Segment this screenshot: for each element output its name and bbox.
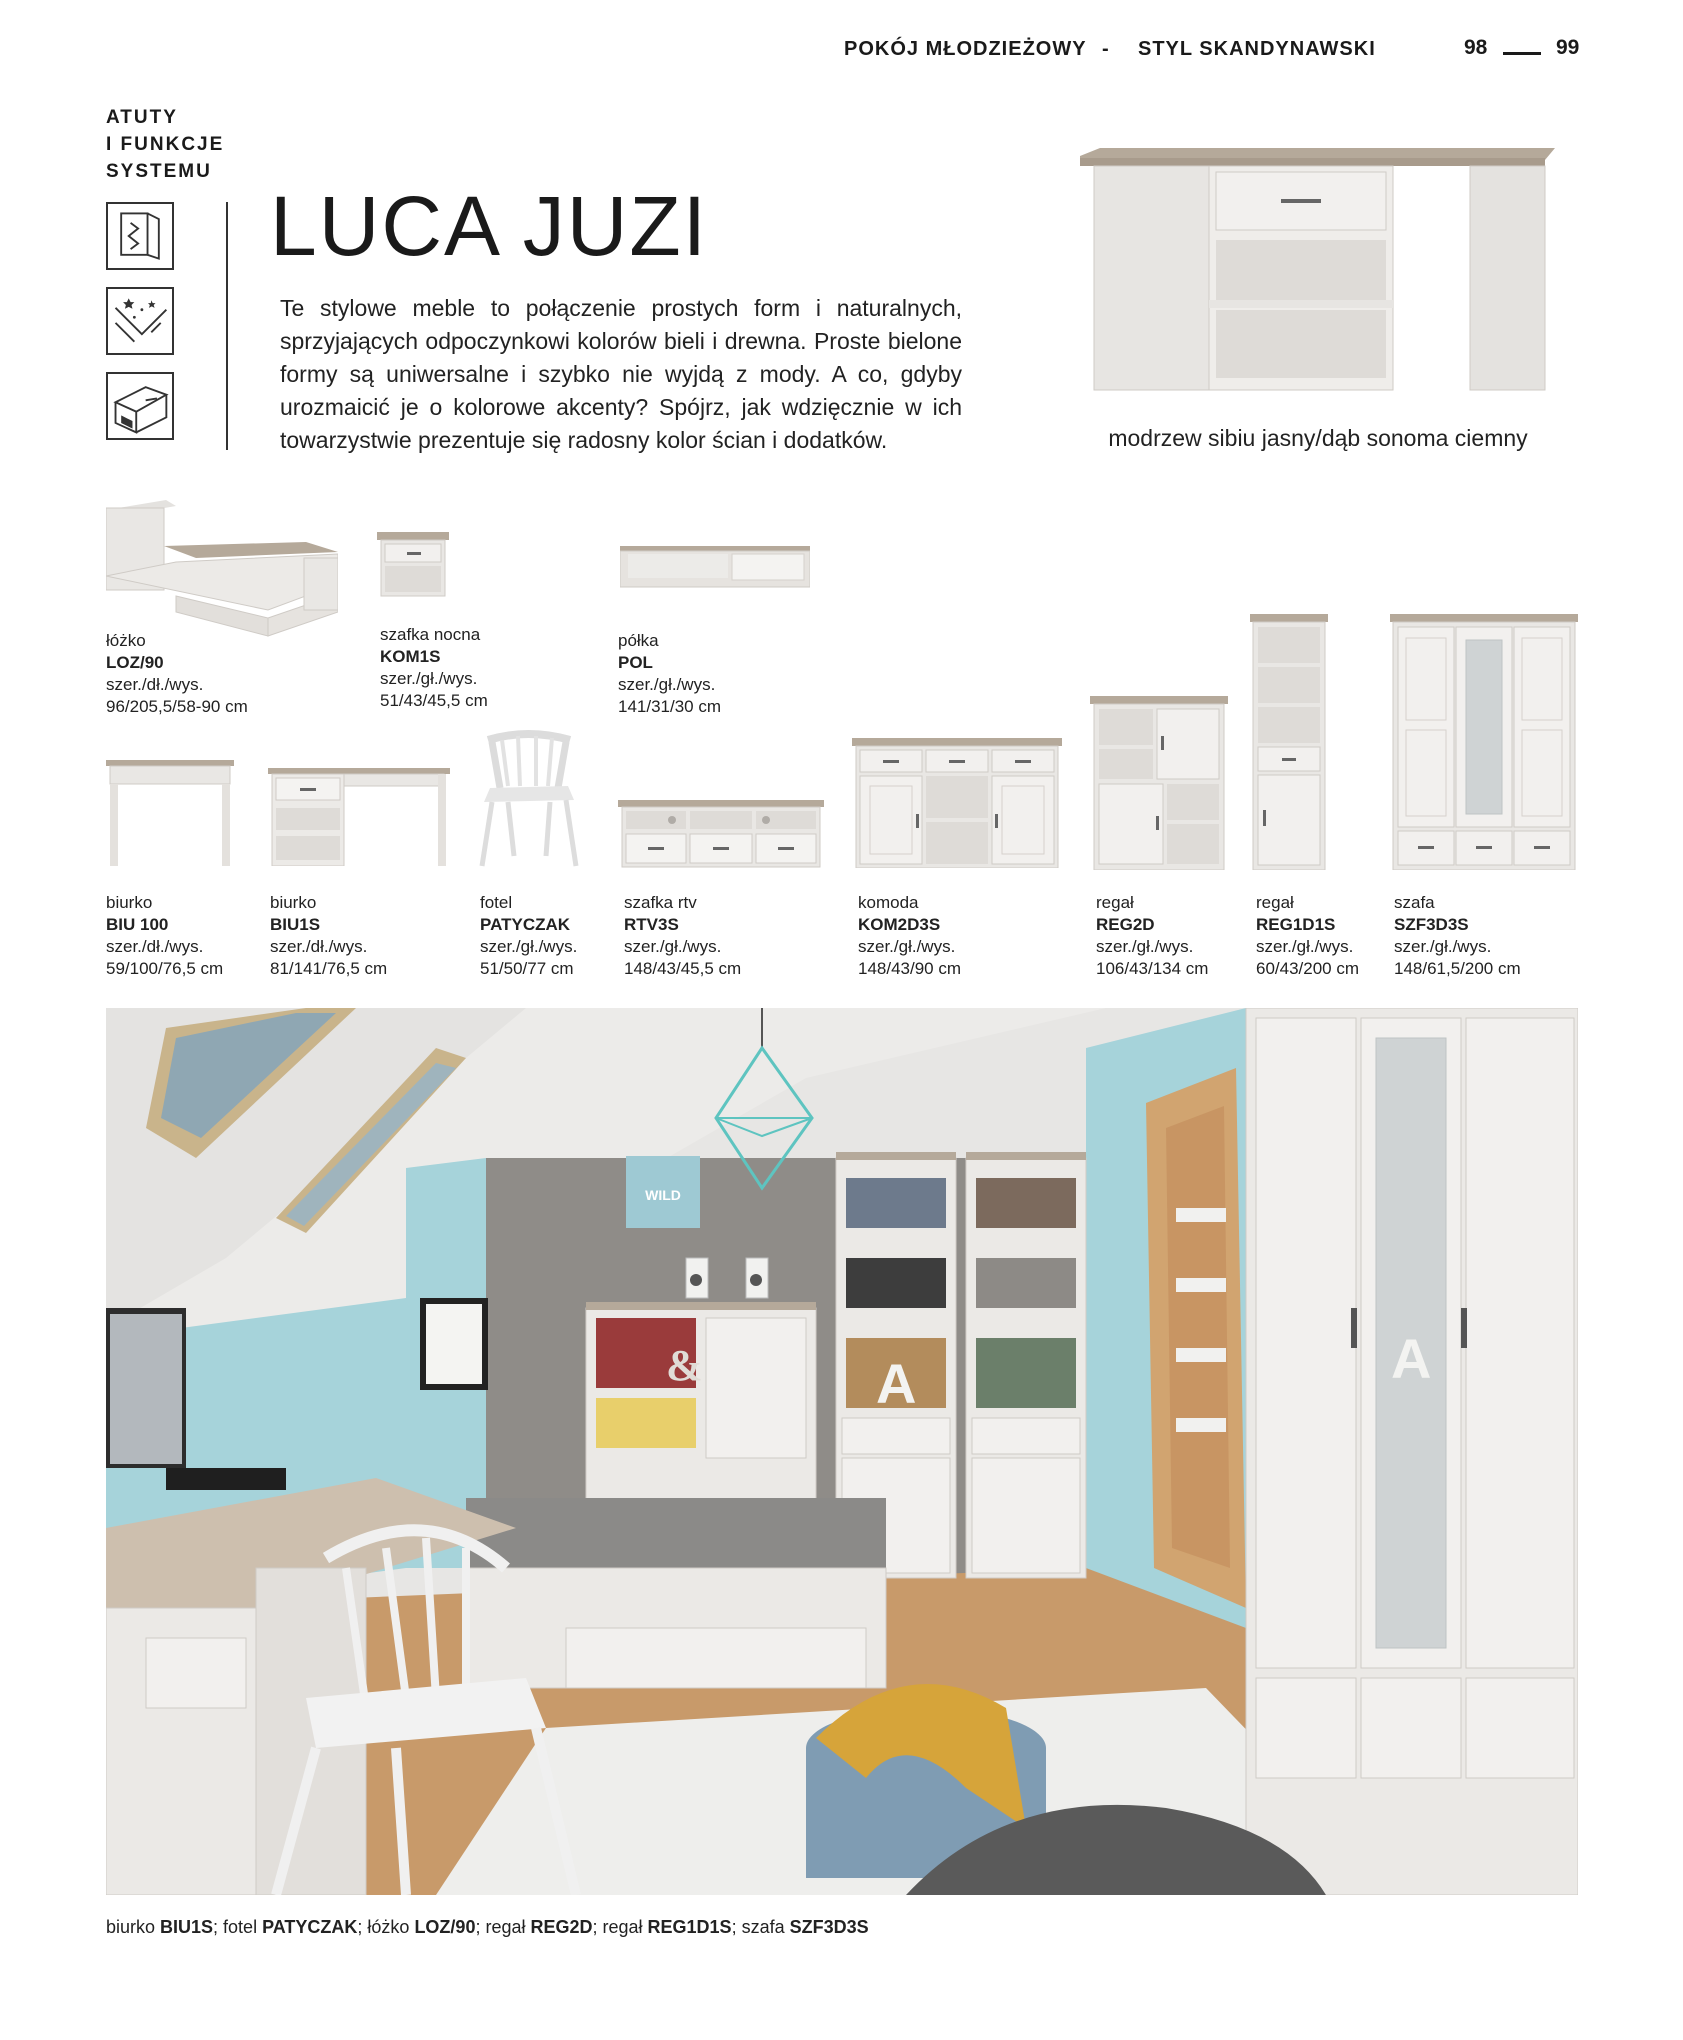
product-image-desk-biu1s <box>268 768 450 866</box>
product-card-biu1s <box>270 892 387 980</box>
product-dims-label: szer./dł./wys. <box>106 675 204 694</box>
product-category: regał <box>1096 893 1134 912</box>
product-code: KOM1S <box>380 647 441 666</box>
product-category: biurko <box>106 893 153 912</box>
caption-product-code: REG2D <box>530 1917 593 1937</box>
product-card-reg1d1s <box>1256 892 1359 980</box>
product-category: szafka rtv <box>624 893 697 912</box>
product-image-dresser <box>852 738 1062 868</box>
shelf-letter: A <box>876 1352 917 1415</box>
product-card-patyczak <box>480 892 577 980</box>
product-category: regał <box>1256 893 1294 912</box>
features-title-line: SYSTEMU <box>106 161 212 182</box>
product-category: szafka nocna <box>380 625 481 644</box>
caption-product-code: REG1D1S <box>647 1917 732 1937</box>
features-title-line: I FUNKCJE <box>106 134 225 155</box>
product-dims: 81/141/76,5 cm <box>270 959 388 978</box>
product-category: biurko <box>270 893 317 912</box>
product-dims: 148/61,5/200 cm <box>1394 959 1521 978</box>
product-code: SZF3D3S <box>1394 915 1469 934</box>
page-number-left: 98 <box>1464 36 1488 59</box>
product-image-rack-reg2d <box>1090 696 1228 870</box>
product-dims-label: szer./dł./wys. <box>106 937 204 956</box>
product-code: LOZ/90 <box>106 653 164 672</box>
caption-text: ; szafa <box>731 1917 790 1937</box>
product-dims-label: szer./dł./wys. <box>270 937 368 956</box>
caption-text: ; regał <box>475 1917 531 1937</box>
hero-finish-caption: modrzew sibiu jasny/dąb sonoma ciemny <box>1108 425 1528 451</box>
features-divider <box>226 202 228 450</box>
product-image-shelf <box>620 546 810 588</box>
page-number-dash <box>1503 52 1541 55</box>
product-code: KOM2D3S <box>858 915 941 934</box>
caption-text: ; łóżko <box>357 1917 415 1937</box>
product-image-tv-cabinet <box>618 800 824 868</box>
product-code: BIU 100 <box>106 915 169 934</box>
soft-close-icon <box>106 202 174 270</box>
product-card-kom2d3s <box>858 892 961 980</box>
product-card-rtv3s <box>624 892 741 980</box>
caption-text: biurko <box>106 1917 161 1937</box>
product-dims: 60/43/200 cm <box>1256 959 1360 978</box>
product-category: łóżko <box>106 631 146 650</box>
product-code: POL <box>618 653 653 672</box>
bed-storage-icon <box>106 287 174 355</box>
product-dims: 59/100/76,5 cm <box>106 959 224 978</box>
product-code: PATYCZAK <box>480 915 571 934</box>
product-dims: 141/31/30 cm <box>618 697 722 716</box>
collection-title: LUCA JUZI <box>270 179 709 273</box>
caption-text: ; fotel <box>213 1917 263 1937</box>
product-card-pol <box>618 630 721 718</box>
product-code: REG1D1S <box>1256 915 1336 934</box>
product-image-nightstand <box>377 532 449 598</box>
product-dims: 106/43/134 cm <box>1096 959 1209 978</box>
product-card-loz90 <box>106 630 248 718</box>
caption-text: ; regał <box>592 1917 648 1937</box>
poster-text: WILD <box>645 1187 681 1203</box>
product-dims-label: szer./gł./wys. <box>1256 937 1354 956</box>
product-dims-label: szer./gł./wys. <box>1096 937 1194 956</box>
drawer-slide-icon <box>106 372 174 440</box>
product-category: fotel <box>480 893 513 912</box>
product-category: komoda <box>858 893 919 912</box>
product-card-kom1s <box>380 624 488 712</box>
product-image-desk-biu100 <box>106 760 234 866</box>
caption-product-code: SZF3D3S <box>789 1917 869 1937</box>
product-image-bed <box>106 500 338 640</box>
product-dims: 148/43/90 cm <box>858 959 962 978</box>
intro-paragraph: Te stylowe meble to połączenie prostych form i naturalnych, sprzyjających odpoczynkowi kolorów bieli i drewna. Proste bielone formy są uniwersalne i szybko nie wyjdą z mody. A co, gdyby urozmaicić je o kolorowe akcenty? Spójrz, jak wdzięcznie w ich towarzystwie prezentuje się radosny kolor ścian i dodatków. <box>280 295 962 453</box>
product-image-chair <box>478 728 580 868</box>
product-code: REG2D <box>1096 915 1155 934</box>
features-title-line: ATUTY <box>106 107 178 128</box>
product-dims: 51/43/45,5 cm <box>380 691 488 710</box>
product-card-reg2d <box>1096 892 1208 980</box>
caption-product-code: BIU1S <box>160 1917 214 1937</box>
product-code: RTV3S <box>624 915 679 934</box>
product-dims-label: szer./gł./wys. <box>624 937 722 956</box>
product-dims-label: szer./gł./wys. <box>858 937 956 956</box>
product-image-rack-reg1d1s <box>1250 614 1328 870</box>
photo-caption <box>106 1917 869 1938</box>
product-image-wardrobe <box>1390 614 1578 870</box>
caption-product-code: LOZ/90 <box>414 1917 476 1937</box>
product-card-biu100 <box>106 892 223 980</box>
wardrobe-letter: A <box>1391 1327 1432 1390</box>
product-dims-label: szer./gł./wys. <box>1394 937 1492 956</box>
header-separator: - <box>1102 38 1110 60</box>
header-section-right: STYL SKANDYNAWSKI <box>1138 38 1376 60</box>
product-dims-label: szer./gł./wys. <box>618 675 716 694</box>
page-number-right: 99 <box>1556 36 1580 59</box>
product-category: szafa <box>1394 893 1435 912</box>
product-code: BIU1S <box>270 915 321 934</box>
hero-desk-image <box>1080 148 1555 395</box>
product-dims: 51/50/77 cm <box>480 959 574 978</box>
product-card-szf3d3s <box>1394 892 1521 980</box>
product-dims: 96/205,5/58-90 cm <box>106 697 248 716</box>
product-category: półka <box>618 631 659 650</box>
caption-product-code: PATYCZAK <box>262 1917 358 1937</box>
product-dims: 148/43/45,5 cm <box>624 959 742 978</box>
features-title <box>106 104 224 185</box>
product-dims-label: szer./gł./wys. <box>480 937 578 956</box>
ampersand-decor: & <box>666 1341 703 1390</box>
header-section-left: POKÓJ MŁODZIEŻOWY <box>844 38 1087 60</box>
product-dims-label: szer./gł./wys. <box>380 669 478 688</box>
room-photo <box>106 1008 1578 1895</box>
